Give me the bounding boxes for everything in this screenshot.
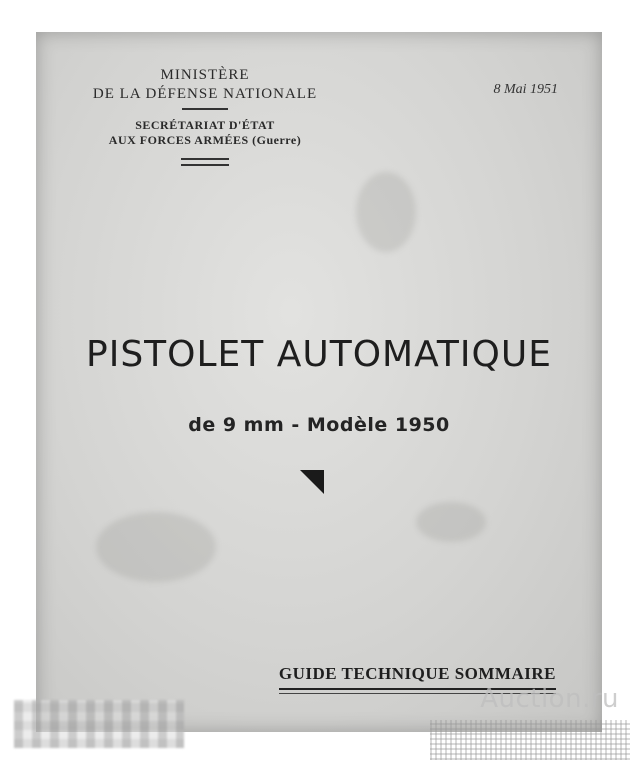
ministry-line-1: MINISTÈRE <box>160 67 250 83</box>
divider <box>182 108 228 110</box>
booklet-cover <box>36 32 602 732</box>
ministry-header <box>90 66 320 166</box>
triangle-ornament-icon <box>300 470 324 494</box>
blurred-watermark <box>14 700 184 748</box>
ministry-line-2: DE LA DÉFENSE NATIONALE <box>92 86 318 102</box>
document-title: PISTOLET AUTOMATIQUE <box>86 334 552 375</box>
watermark-pattern <box>430 720 630 760</box>
paper-stain <box>356 172 416 252</box>
double-divider <box>181 158 229 166</box>
watermark-text: Auction.ru <box>480 684 619 714</box>
document-subtitle: de 9 mm - Modèle 1950 <box>188 414 450 436</box>
secretariat-line-2: AUX FORCES ARMÉES (Guerre) <box>108 133 302 147</box>
paper-stain <box>96 512 216 582</box>
guide-title: GUIDE TECHNIQUE SOMMAIRE <box>279 664 556 690</box>
paper-stain <box>416 502 486 542</box>
secretariat-line-1: SECRÉTARIAT D'ÉTAT <box>135 118 275 132</box>
document-date: 8 Mai 1951 <box>493 82 558 97</box>
